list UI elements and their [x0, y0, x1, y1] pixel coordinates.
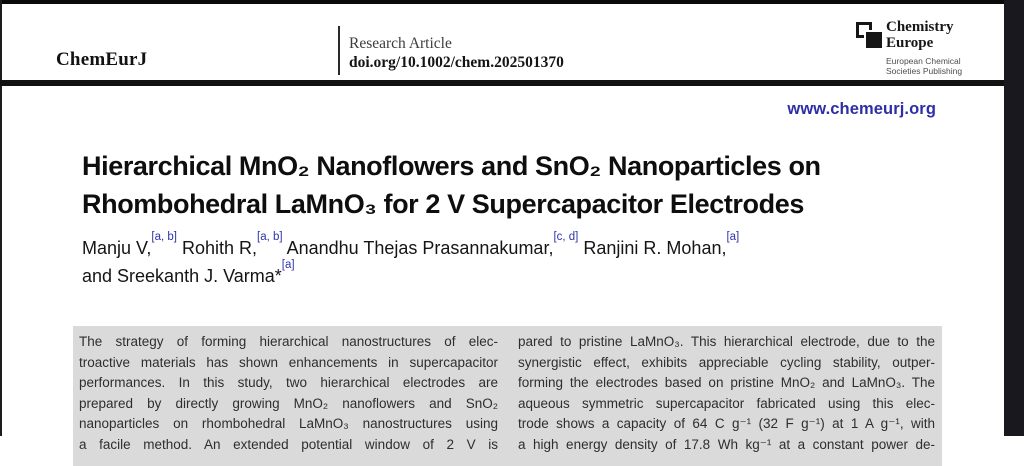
author-affiliation-sup: [a, b]	[151, 231, 177, 243]
author-affiliation-sup: [a]	[726, 231, 740, 243]
journal-name: ChemEurJ	[56, 49, 148, 70]
abstract-line: forming the electrodes based on pristine MnO₂ and LaMnO₃. The	[518, 375, 935, 391]
publisher-tagline	[886, 56, 962, 76]
author-name: and Sreekanth J. Varma*	[82, 266, 282, 286]
window-top-strip	[0, 0, 1024, 4]
article-title	[82, 147, 982, 223]
abstract-right-column	[518, 332, 935, 456]
abstract-line: trode shows a capacity of 64 C g⁻¹ (32 F g⁻¹) at 1 A g⁻¹, with	[518, 416, 935, 432]
abstract-line: troactive materials has shown enhancements in supercapacitor	[79, 354, 498, 370]
abstract-line: synergistic effect, exhibits appreciable cycling stability, outper-	[518, 354, 935, 370]
publisher-name-line2: Europe	[886, 34, 934, 51]
header-divider	[338, 26, 340, 75]
website-link[interactable]: www.chemeurj.org	[787, 100, 936, 118]
publisher-name	[886, 20, 954, 51]
abstract-left-column	[79, 332, 498, 456]
abstract-line: performances. In this study, two hierarchical electrodes are	[79, 375, 498, 391]
abstract-line: The strategy of forming hierarchical nanostructures of elec-	[79, 334, 498, 349]
author-name: Ranjini R. Mohan,	[578, 238, 727, 258]
author-affiliation-sup: [c, d]	[553, 231, 579, 243]
title-line-2: Rhombohedral LaMnO₃ for 2 V Supercapacitor Electrodes	[82, 189, 804, 219]
window-left-strip	[0, 0, 2, 436]
abstract-line: pared to pristine LaMnO₃. This hierarchical electrode, due to the	[518, 334, 935, 349]
author-name: Rohith R,	[176, 238, 258, 258]
article-type-label: Research Article	[349, 35, 452, 52]
author-affiliation-sup: [a, b]	[257, 231, 283, 243]
window-right-strip	[1004, 0, 1024, 436]
abstract-line: aqueous symmetric supercapacitor fabricated using this elec-	[518, 395, 935, 411]
author-affiliation-sup: [a]	[281, 259, 295, 271]
header-rule	[0, 80, 1004, 86]
publisher-name-line1: Chemistry	[886, 19, 954, 35]
abstract-line: a facile method. An extended potential window of 2 V is	[79, 436, 498, 452]
abstract-line: a high energy density of 17.8 Wh kg⁻¹ at a constant power de-	[518, 436, 935, 452]
abstract-box	[73, 326, 942, 466]
publisher-tagline-line1: European Chemical	[886, 56, 961, 66]
abstract-line: nanoparticles on rhombohedral LaMnO₃ nanostructures using	[79, 416, 498, 432]
authors-line-1	[82, 231, 962, 262]
title-line-1: Hierarchical MnO₂ Nanoflowers and SnO₂ Nanoparticles on	[82, 151, 821, 181]
doi-link[interactable]: doi.org/10.1002/chem.202501370	[349, 54, 564, 71]
author-name: Anandhu Thejas Prasannakumar,	[282, 238, 554, 258]
author-name: Manju V,	[82, 238, 152, 258]
logo-filled-square-icon	[864, 30, 882, 48]
article-type-block	[349, 34, 564, 72]
abstract-line: prepared by directly growing MnO₂ nanoflowers and SnO₂	[79, 395, 498, 411]
authors-block	[82, 231, 962, 290]
publisher-logo	[855, 20, 1000, 76]
publisher-tagline-line2: Societies Publishing	[886, 66, 963, 76]
authors-line-2	[82, 259, 962, 290]
